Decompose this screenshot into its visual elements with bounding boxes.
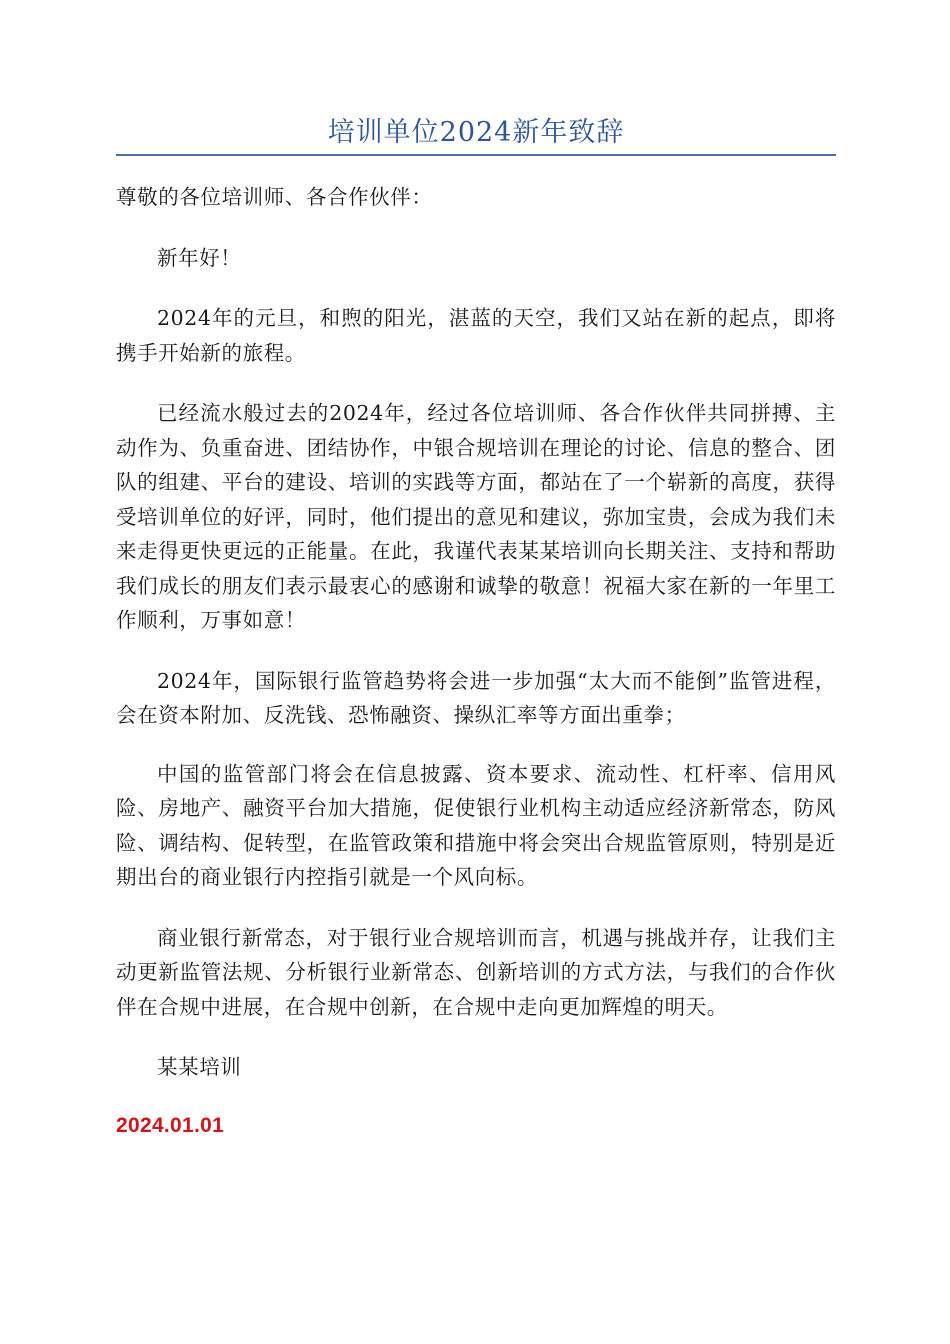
signature: 某某培训 (157, 1055, 242, 1079)
paragraph-1: 2024年的元旦，和煦的阳光，湛蓝的天空，我们又站在新的起点，即将携手开始新的旅程。 (116, 306, 836, 365)
paragraph-4: 中国的监管部门将会在信息披露、资本要求、流动性、杠杆率、信用风险、房地产、融资平台加大措施，促使银行业机构主动适应经济新常态，防风险、调结构、促转型，在监管政策和措施中将会突出合规监管原则，特别是近期出台的商业银行内控指引就是一个风向标。 (116, 761, 836, 889)
title-underline (116, 154, 836, 156)
salutation: 尊敬的各位培训师、各合作伙伴： (116, 185, 433, 209)
document-page (116, 0, 836, 1143)
document-title: 培训单位2024新年致辞 (327, 117, 625, 148)
greeting: 新年好！ (157, 245, 242, 270)
paragraph-2: 已经流水般过去的2024年，经过各位培训师、各合作伙伴共同拼搏、主动作为、负重奋进、团结协作，中银合规培训在理论的讨论、信息的整合、团队的组建、平台的建设、培训的实践等方面，都站在了一个崭新的高度，获得受培训单位的好评，同时，他们提出的意见和建议，弥加宝贵，会成为我们未来走得更快更远的正能量。在此，我谨代表某某培训向长期关注、支持和帮助我们成长的朋友们表示最衷心的感谢和诚挚的敬意！祝福大家在新的一年里工作顺利，万事如意！ (116, 401, 836, 632)
document-date: 2024.01.01 (116, 1113, 225, 1137)
paragraph-5: 商业银行新常态，对于银行业合规培训而言，机遇与挑战并存，让我们主动更新监管法规、分析银行业新常态、创新培训的方式方法，与我们的合作伙伴在合规中进展，在合规中创新，在合规中走向更加辉煌的明天。 (116, 925, 836, 1019)
paragraph-3: 2024年，国际银行监管趋势将会进一步加强“太大而不能倒”监管进程，会在资本附加、反洗钱、恐怖融资、操纵汇率等方面出重拳； (116, 668, 836, 727)
